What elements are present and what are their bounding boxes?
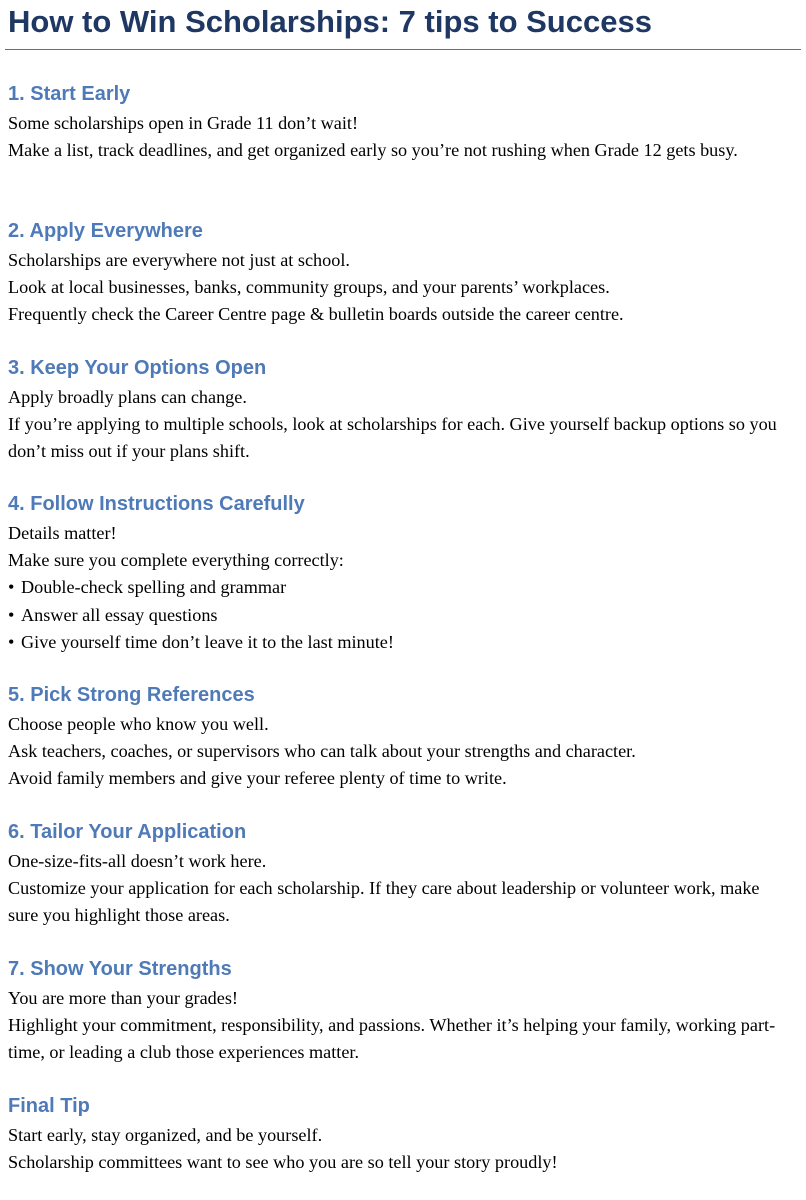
section-heading: 3. Keep Your Options Open (8, 357, 267, 379)
section-lead: You are more than your grades! (8, 988, 238, 1008)
section-lead: Details matter! (8, 523, 117, 543)
section-lead: Some scholarships open in Grade 11 don’t wait! (8, 113, 359, 133)
section-follow-instructions (8, 491, 798, 656)
section-heading: 4. Follow Instructions Carefully (8, 493, 305, 515)
section-line: Avoid family members and give your referee plenty of time to write. (8, 768, 507, 789)
section-lead: Apply broadly plans can change. (8, 387, 247, 407)
section-keep-options-open (8, 355, 798, 466)
section-body: If you’re applying to multiple schools, look at scholarships for each. Give yourself backup options so you don’t miss out if your plans shift. (8, 414, 777, 462)
bullet-item (8, 602, 798, 629)
document-title: How to Win Scholarships: 7 tips to Success (8, 4, 652, 39)
section-line: Scholarship committees want to see who you are so tell your story proudly! (8, 1152, 558, 1173)
section-lead: One-size-fits-all doesn’t work here. (8, 851, 267, 871)
section-heading: 7. Show Your Strengths (8, 958, 232, 980)
bullet-text: Answer all essay questions (21, 604, 218, 625)
bullet-text: Give yourself time don’t leave it to the last minute! (21, 631, 394, 652)
bullet-icon: • (8, 604, 15, 625)
section-heading: 6. Tailor Your Application (8, 821, 247, 843)
section-body: Make a list, track deadlines, and get organized early so you’re not rushing when Grade 12 gets busy. (8, 140, 738, 161)
section-heading: Final Tip (8, 1095, 90, 1117)
section-apply-everywhere (8, 218, 798, 329)
bullet-text: Double-check spelling and grammar (21, 577, 287, 598)
title-underline (5, 49, 801, 50)
section-line: Frequently check the Career Centre page & bulletin boards outside the career centre. (8, 304, 624, 325)
bullet-icon: • (8, 577, 15, 598)
bullet-icon: • (8, 631, 15, 652)
section-heading: 5. Pick Strong References (8, 684, 255, 706)
section-heading: 2. Apply Everywhere (8, 220, 203, 242)
section-lead: Choose people who know you well. (8, 714, 269, 734)
section-line: Look at local businesses, banks, community groups, and your parents’ workplaces. (8, 277, 610, 298)
section-line: Ask teachers, coaches, or supervisors who can talk about your strengths and character. (8, 741, 636, 762)
section-body: Customize your application for each scholarship. If they care about leadership or volunteer work, make sure you highlight those areas. (8, 878, 760, 926)
section-pick-references (8, 682, 798, 793)
section-show-strengths (8, 956, 798, 1067)
section-final-tip (8, 1093, 798, 1176)
bullet-item (8, 629, 798, 656)
bullet-item (8, 574, 798, 601)
section-heading: 1. Start Early (8, 83, 131, 105)
section-lead: Start early, stay organized, and be yourself. (8, 1125, 323, 1145)
section-body: Highlight your commitment, responsibility, and passions. Whether it’s helping your family, working part-time, or leading a club those experiences matter. (8, 1015, 776, 1063)
section-tailor-application (8, 819, 798, 930)
section-lead: Scholarships are everywhere not just at school. (8, 250, 350, 270)
section-line: Make sure you complete everything correctly: (8, 550, 344, 571)
section-start-early (8, 81, 798, 164)
